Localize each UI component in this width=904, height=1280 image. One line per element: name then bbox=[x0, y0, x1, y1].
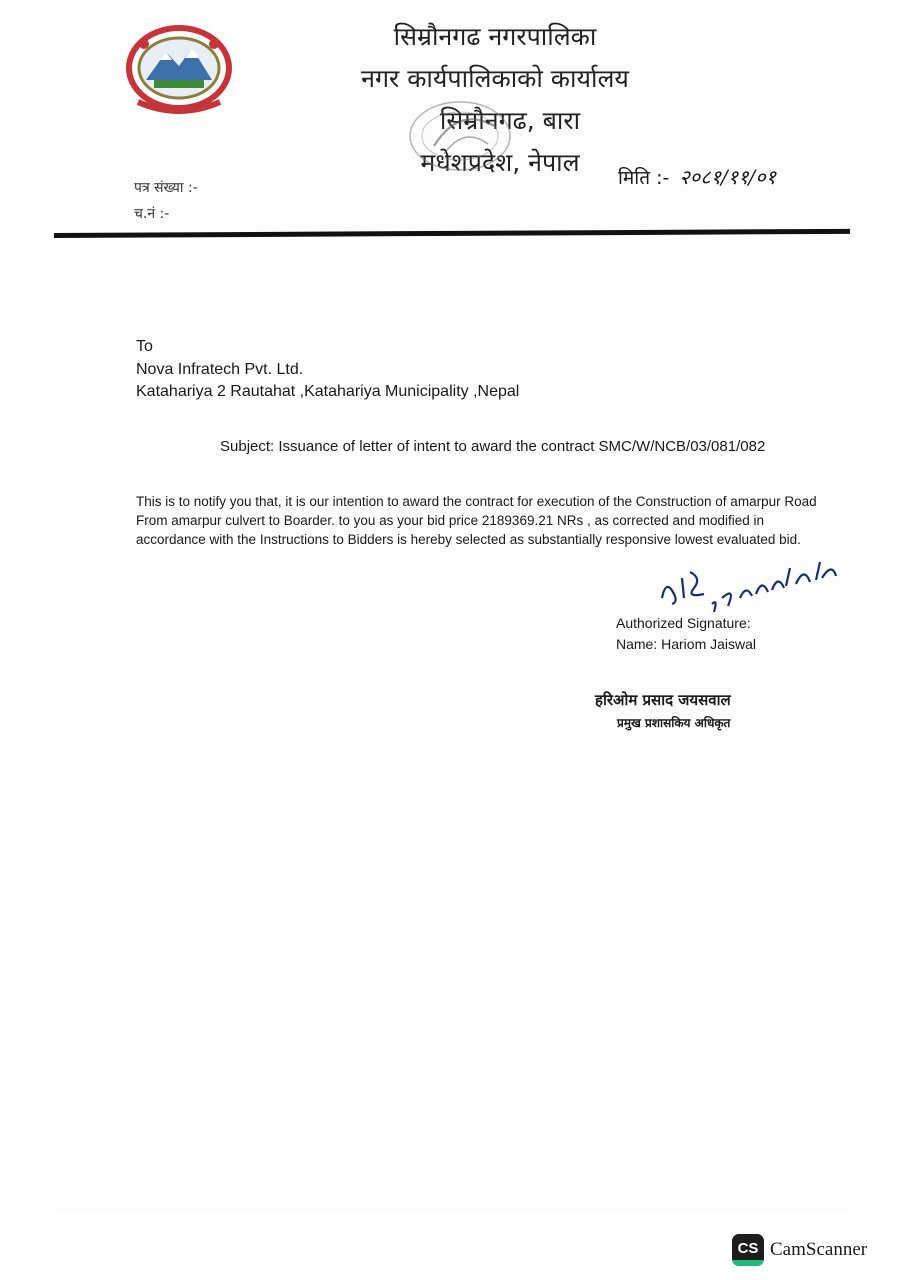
district-line: सिम्रौनगढ, बारा bbox=[439, 106, 581, 135]
dispatch-number: च.नं :- bbox=[134, 206, 170, 222]
letter-subject: Subject: Issuance of letter of intent to award the contract SMC/W/NCB/03/081/082 bbox=[220, 438, 766, 455]
authorized-signature-label: Authorized Signature: bbox=[616, 615, 751, 631]
handwritten-signature-icon bbox=[656, 558, 842, 616]
letter-date bbox=[618, 163, 776, 190]
province-line: मधेशप्रदेश, नेपाल bbox=[420, 148, 580, 177]
letter-body: This is to notify you that, it is our intention to award the contract for execution of the Construction of amarpur Road From amarpur culvert to Boarder. to you as your bid price 2189369.21 NRs , as corrected and modified in accordance with the Instructions to Bidders is hereby selected as substantially responsive lowest evaluated bid. bbox=[136, 494, 817, 547]
camscanner-logo-icon bbox=[732, 1234, 764, 1266]
signatory-name: Name: Hariom Jaiswal bbox=[616, 636, 757, 652]
office-name: नगर कार्यपालिकाको कार्यालय bbox=[361, 64, 629, 93]
municipality-name: सिम्रौनगढ नगरपालिका bbox=[393, 22, 597, 51]
office-stamp-icon bbox=[404, 96, 516, 176]
camscanner-watermark bbox=[732, 1233, 867, 1267]
signatory-name-nepali: हरिओम प्रसाद जयसवाल bbox=[595, 691, 731, 709]
recipient-company: Nova Infratech Pvt. Ltd. bbox=[136, 361, 304, 378]
date-value: २०८१/११/०१ bbox=[679, 165, 777, 189]
nepal-emblem-icon bbox=[124, 22, 234, 114]
date-label: मिति :- bbox=[618, 167, 670, 189]
recipient-address: Katahariya 2 Rautahat ,Katahariya Municipality ,Nepal bbox=[136, 383, 520, 400]
camscanner-logo-text: CS bbox=[737, 1239, 759, 1257]
reference-number: पत्र संख्या :- bbox=[134, 180, 198, 196]
recipient-to: To bbox=[136, 338, 153, 355]
camscanner-brand: CamScanner bbox=[770, 1239, 868, 1260]
signatory-title-nepali: प्रमुख प्रशासकिय अधिकृत bbox=[617, 716, 731, 730]
